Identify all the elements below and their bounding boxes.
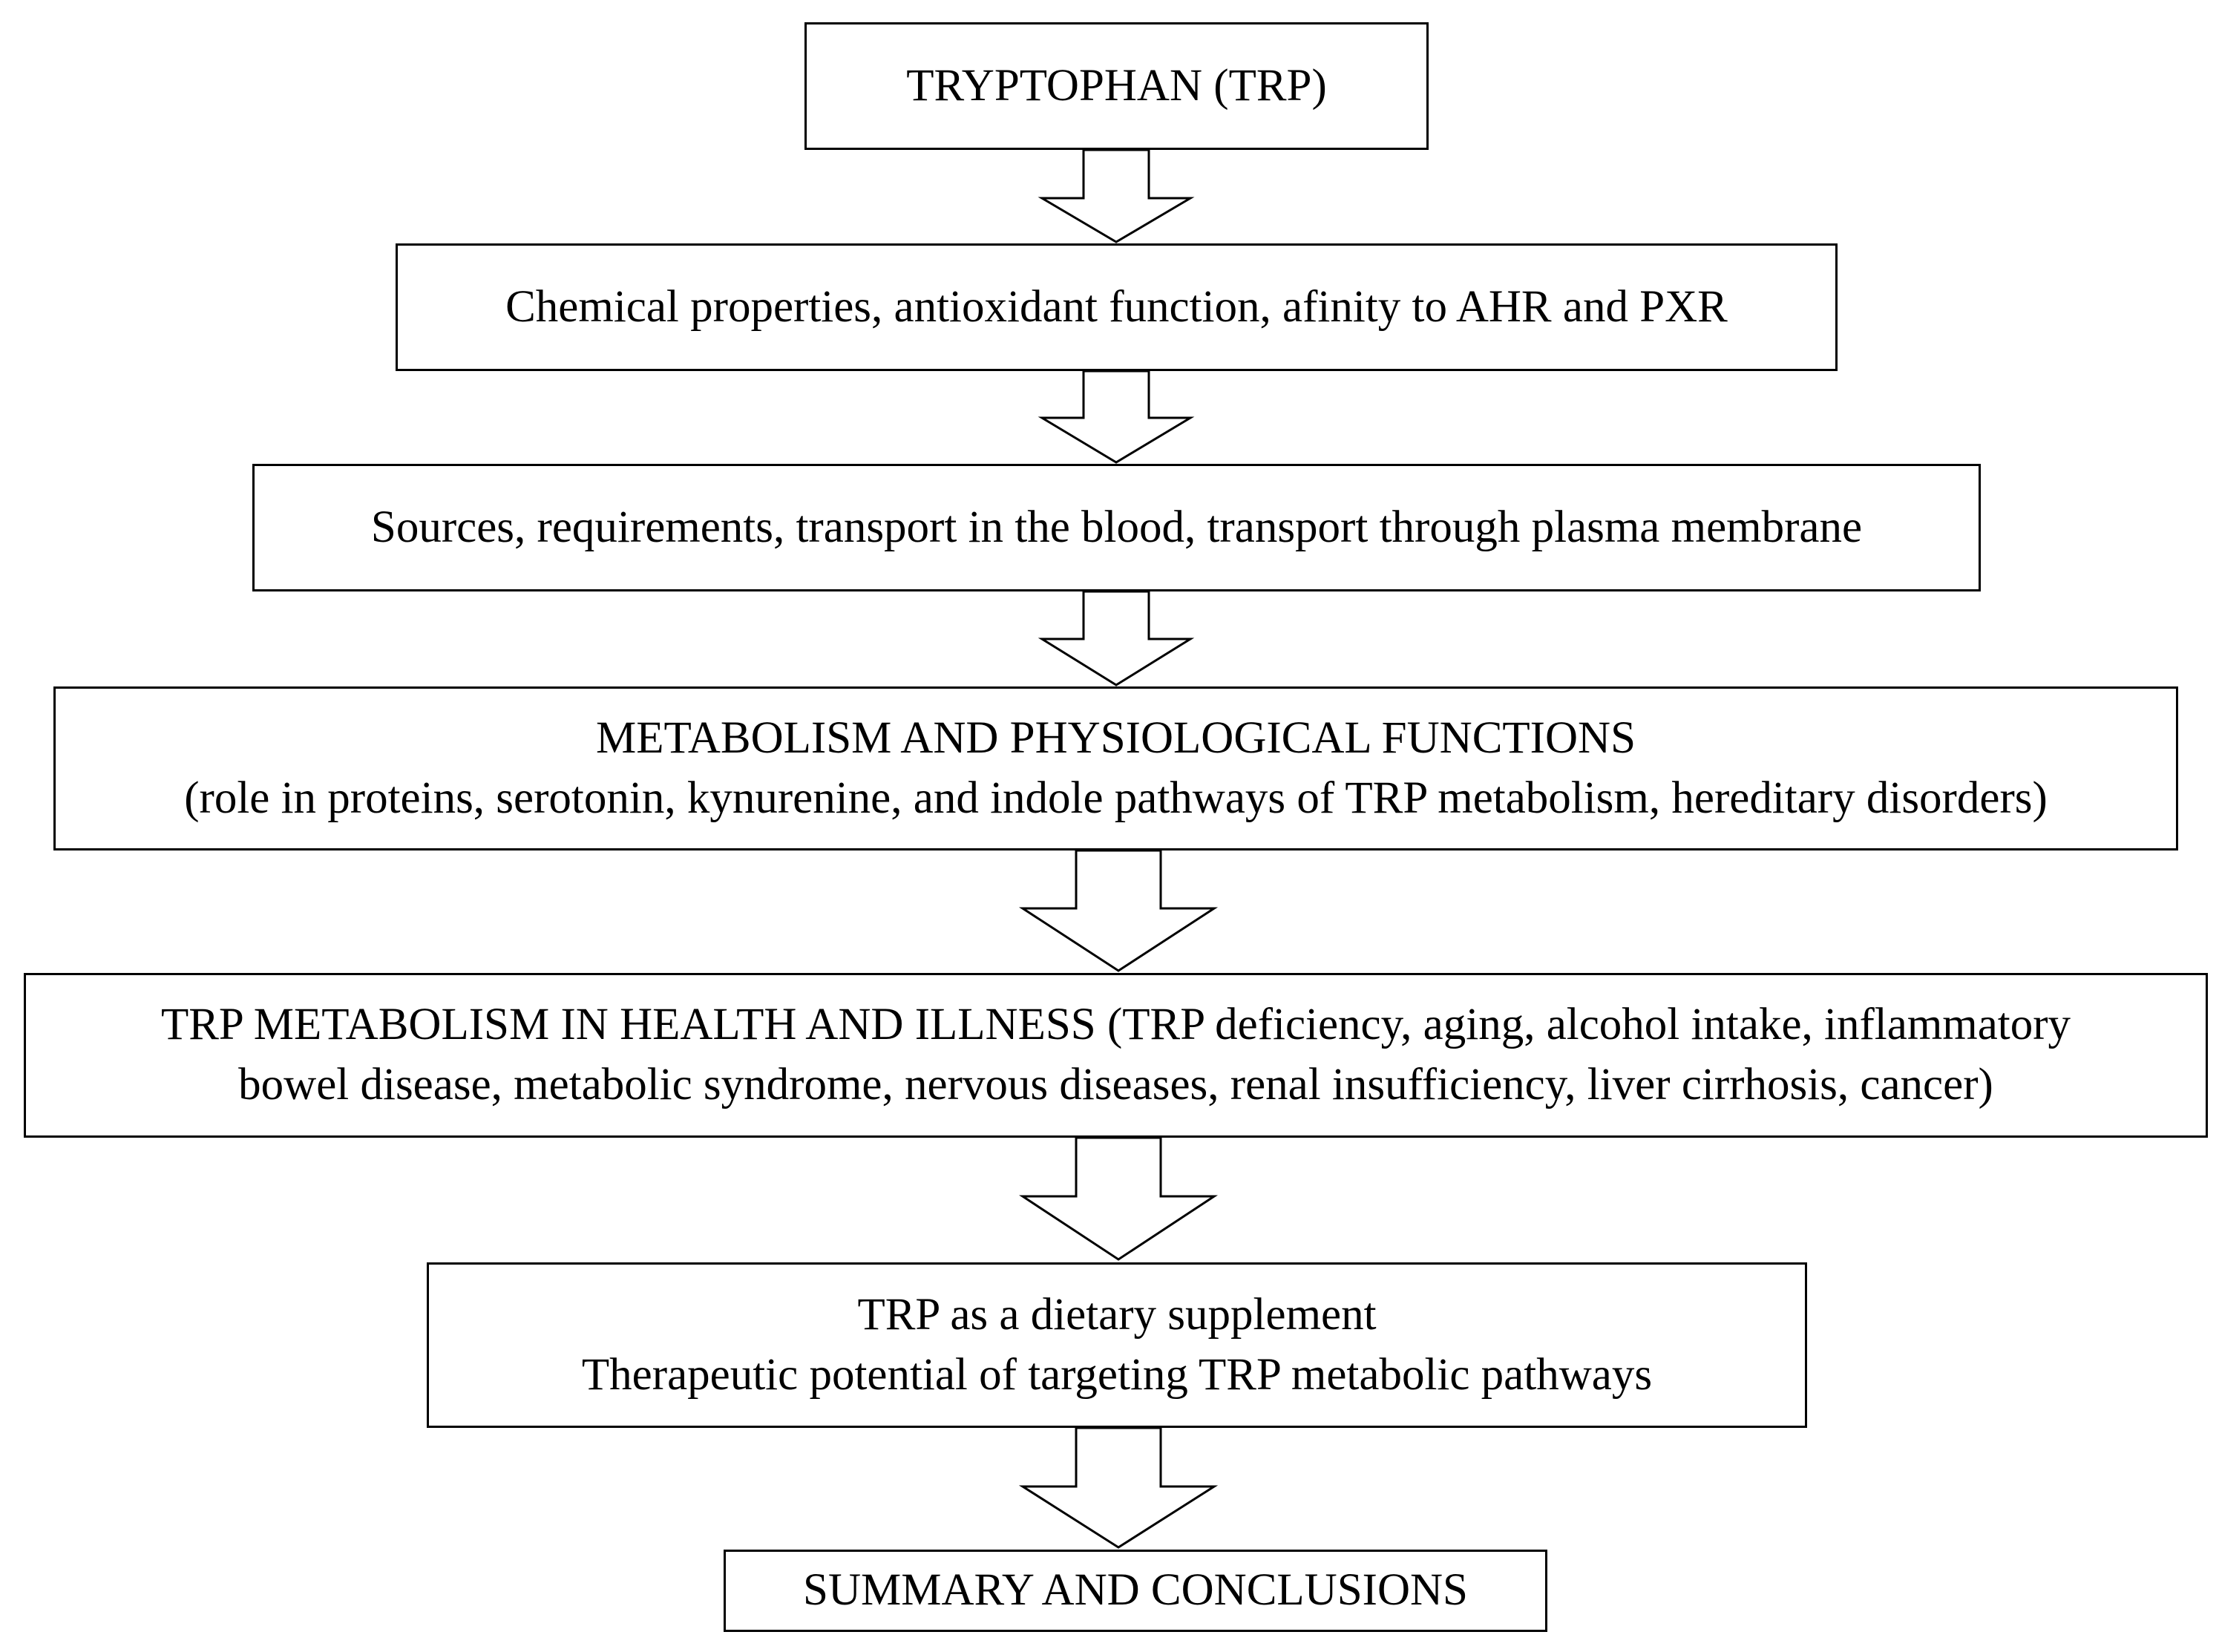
box-summary-conclusions bbox=[724, 1550, 1547, 1632]
box-health-illness-line-2: bowel disease, metabolic syndrome, nervous diseases, renal insufficiency, liver cirrhosis, cancer) bbox=[238, 1060, 1993, 1109]
down-arrow-6 bbox=[1023, 1428, 1214, 1547]
box-health-illness-line-1: TRP METABOLISM IN HEALTH AND ILLNESS (TRP deficiency, aging, alcohol intake, inflammatory bbox=[160, 1000, 2071, 1050]
box-metabolism-functions bbox=[53, 686, 2178, 850]
box-tryptophan-line-1: TRYPTOPHAN (TRP) bbox=[906, 60, 1327, 111]
box-chemical-properties bbox=[396, 243, 1838, 371]
box-metabolism-functions-line-1: METABOLISM AND PHYSIOLOGICAL FUNCTIONS bbox=[595, 712, 1636, 763]
box-sources-transport-line-1: Sources, requirements, transport in the blood, transport through plasma membrane bbox=[370, 502, 1863, 552]
box-summary-conclusions-line-1: SUMMARY AND CONCLUSIONS bbox=[803, 1565, 1468, 1616]
box-health-illness bbox=[24, 973, 2208, 1138]
box-tryptophan bbox=[804, 22, 1429, 150]
box-dietary-supplement-line-1: TRP as a dietary supplement bbox=[857, 1289, 1377, 1340]
box-dietary-supplement-line-2: Therapeutic potential of targeting TRP metabolic pathways bbox=[581, 1349, 1653, 1400]
down-arrow-1 bbox=[1042, 150, 1190, 242]
down-arrow-4 bbox=[1023, 850, 1214, 971]
box-metabolism-functions-line-2: (role in proteins, serotonin, kynurenine, and indole pathways of TRP metabolism, hereditary disorders) bbox=[184, 773, 2048, 823]
box-chemical-properties-line-1: Chemical properties, antioxidant function, afinity to AHR and PXR bbox=[505, 281, 1728, 332]
box-sources-transport bbox=[252, 464, 1981, 591]
down-arrow-5 bbox=[1023, 1138, 1214, 1259]
box-dietary-supplement bbox=[427, 1262, 1807, 1428]
down-arrow-2 bbox=[1042, 371, 1190, 462]
down-arrow-3 bbox=[1042, 591, 1190, 685]
